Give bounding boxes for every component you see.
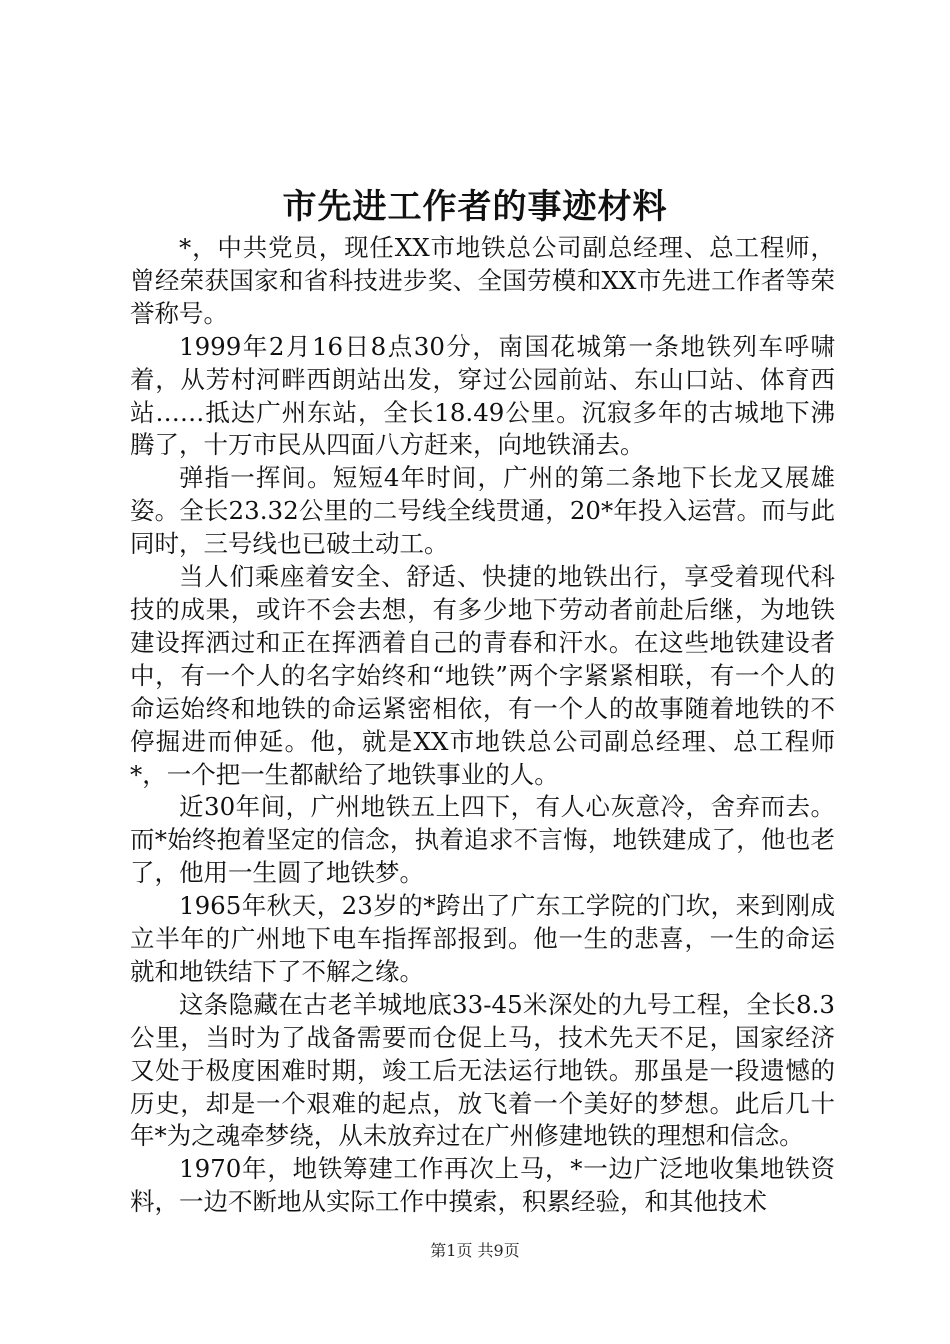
paragraph: 当人们乘座着安全、舒适、快捷的地铁出行，享受着现代科技的成果，或许不会去想，有多少地下劳动者前赴后继，为地铁建设挥洒过和正在挥洒着自己的青春和汗水。在这些地铁建设者中，有一个人的名字始终和“地铁”两个字紧紧相联，有一个人的命运始终和地铁的命运紧密相依，有一个人的故事随着地铁的不停掘进而伸延。他，就是XX市地铁总公司副总经理、总工程师*，一个把一生都献给了地铁事业的人。	[130, 562, 835, 789]
document-body	[130, 232, 835, 1219]
paragraph: 近30年间，广州地铁五上四下，有人心灰意冷，舍弃而去。而*始终抱着坚定的信念，执着追求不言悔，地铁建成了，他也老了，他用一生圆了地铁梦。	[130, 792, 835, 888]
paragraph: *，中共党员，现任XX市地铁总公司副总经理、总工程师，曾经荣获国家和省科技进步奖、全国劳模和XX市先进工作者等荣誉称号。	[130, 233, 835, 328]
paragraph: 1970年，地铁筹建工作再次上马，*一边广泛地收集地铁资料，一边不断地从实际工作中摸索，积累经验，和其他技术	[130, 1154, 835, 1217]
paragraph: 弹指一挥间。短短4年时间，广州的第二条地下长龙又展雄姿。全长23.32公里的二号线全线贯通，20*年投入运营。而与此同时，三号线也已破土动工。	[130, 463, 835, 559]
page-footer: 第1页 共9页	[430, 1241, 520, 1260]
paragraph: 1999年2月16日8点30分，南国花城第一条地铁列车呼啸着，从芳村河畔西朗站出发，穿过公园前站、东山口站、体育西站……抵达广州东站，全长18.49公里。沉寂多年的古城地下沸腾了，十万市民从四面八方赶来，向地铁涌去。	[130, 331, 835, 460]
paragraph: 这条隐藏在古老羊城地底33-45米深处的九号工程，全长8.3公里，当时为了战备需要而仓促上马，技术先天不足，国家经济又处于极度困难时期，竣工后无法运行地铁。那虽是一段遗憾的历史，却是一个艰难的起点，放飞着一个美好的梦想。此后几十年*为之魂牵梦绕，从未放弃过在广州修建地铁的理想和信念。	[130, 989, 835, 1151]
paragraph: 1965年秋天，23岁的*跨出了广东工学院的门坎，来到刚成立半年的广州地下电车指挥部报到。他一生的悲喜，一生的命运就和地铁结下了不解之缘。	[130, 891, 835, 986]
document-title: 市先进工作者的事迹材料	[282, 187, 668, 227]
